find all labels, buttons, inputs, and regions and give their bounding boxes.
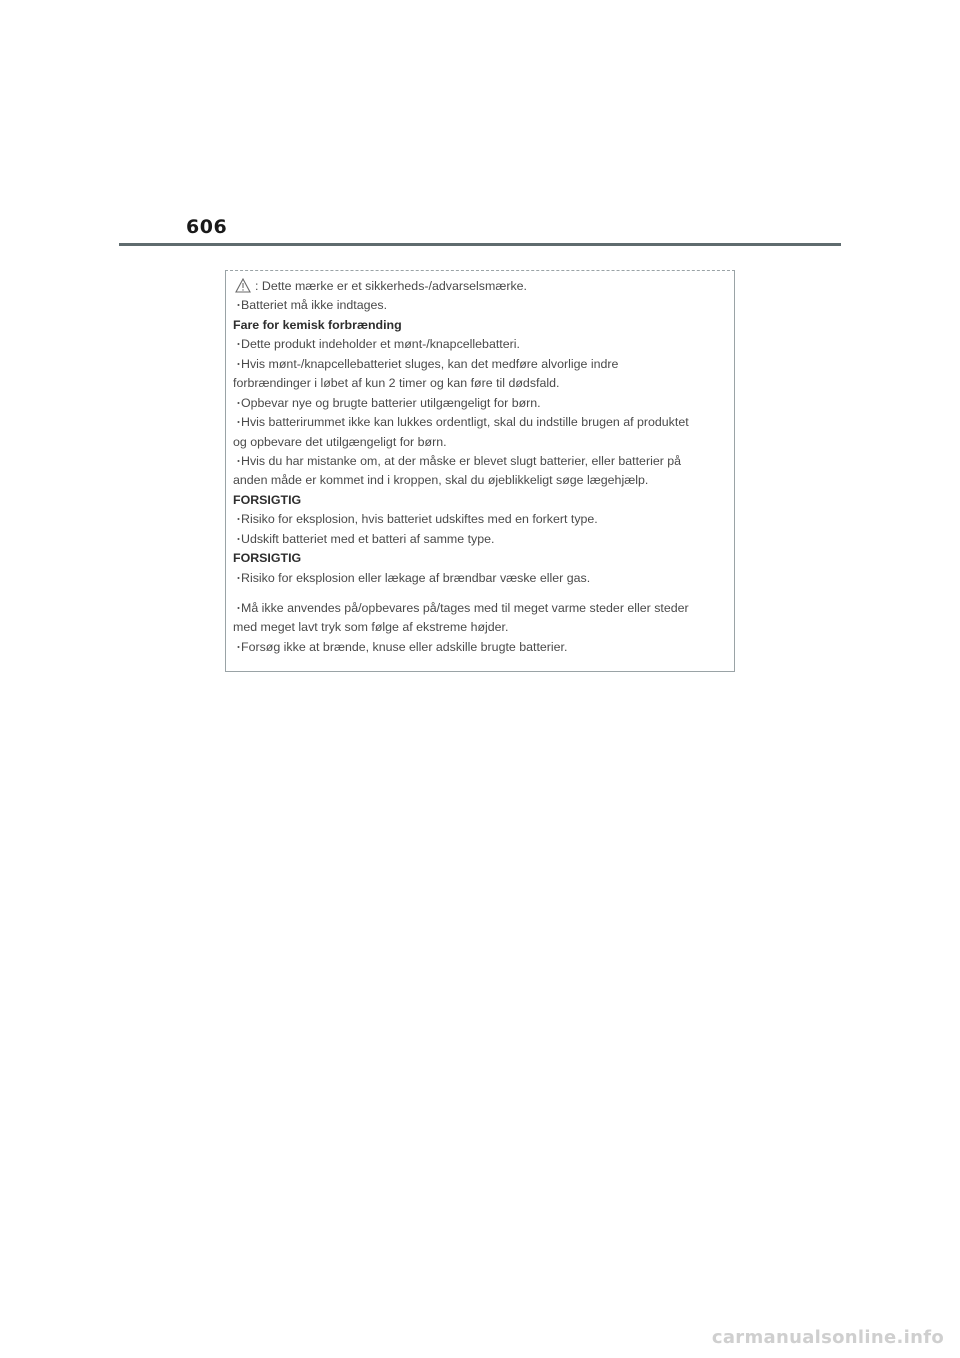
notice-line-text: Fare for kemisk forbrænding [233, 317, 402, 332]
bullet-marker: ・ [233, 572, 244, 585]
battery-warning-box [225, 270, 735, 672]
notice-heading [233, 491, 734, 510]
bullet-marker: ・ [233, 417, 244, 430]
bullet-marker: ・ [233, 339, 244, 352]
bullet-marker: ・ [233, 514, 244, 527]
notice-heading [233, 316, 734, 335]
notice-text-line [233, 374, 734, 393]
notice-bullet-item [233, 296, 734, 315]
notice-bullet-item [233, 530, 734, 549]
watermark: carmanualsonline.info [711, 1327, 944, 1348]
warning-symbol-line [233, 277, 734, 296]
notice-line-text: med meget lavt tryk som følge af ekstreme højder. [233, 620, 509, 635]
notice-line-text: Risiko for eksplosion, hvis batteriet udskiftes med en forkert type. [241, 512, 598, 527]
notice-line-text: anden måde er kommet ind i kroppen, skal du øjeblikkeligt søge lægehjælp. [233, 473, 649, 488]
warning-symbol-text: : Dette mærke er et sikkerheds-/advarselsmærke. [255, 279, 527, 293]
notice-text-line [233, 618, 734, 637]
bullet-marker: ・ [233, 603, 244, 615]
bullet-marker: ・ [233, 641, 244, 654]
notice-line-text: Batteriet må ikke indtages. [241, 298, 388, 313]
notice-bullet-item [233, 413, 734, 432]
bullet-marker: ・ [233, 300, 244, 313]
page-number: 606 [186, 216, 228, 238]
notice-text-line [233, 471, 734, 490]
notice-bullet-item [233, 335, 734, 354]
notice-line-text: Forsøg ikke at brænde, knuse eller adskille brugte batterier. [241, 639, 568, 654]
notice-line-text: Hvis mønt-/knapcellebatteriet sluges, kan det medføre alvorlige indre [241, 356, 619, 371]
notice-line-text: Risiko for eksplosion eller lækage af brændbar væske eller gas. [241, 570, 591, 585]
notice-text-line [233, 433, 734, 452]
notice-bullet-item [233, 394, 734, 413]
notice-bullet-item [233, 510, 734, 529]
notice-bullet-item [233, 355, 734, 374]
notice-line-text: Hvis batterirummet ikke kan lukkes ordentligt, skal du indstille brugen af produktet [241, 415, 689, 430]
notice-bullet-item [233, 638, 734, 657]
notice-line-text: Opbevar nye og brugte batterier utilgængeligt for børn. [241, 395, 541, 410]
notice-line-text: Må ikke anvendes på/opbevares på/tages med til meget varme steder eller steder [241, 601, 689, 615]
bullet-marker: ・ [233, 533, 244, 546]
notice-line-text: forbrændinger i løbet af kun 2 timer og kan føre til dødsfald. [233, 376, 560, 391]
notice-line-text: FORSIGTIG [233, 551, 302, 566]
notice-bullet-item [233, 599, 734, 618]
notice-line-text: Udskift batteriet med et batteri af samme type. [241, 531, 495, 546]
bullet-marker: ・ [233, 358, 244, 371]
notice-heading [233, 549, 734, 568]
notice-bullet-item [233, 569, 734, 588]
notice-line-text: Hvis du har mistanke om, at der måske er blevet slugt batterier, eller batterier på [241, 453, 682, 468]
bullet-marker: ・ [233, 455, 244, 468]
bullet-marker: ・ [233, 397, 244, 410]
header-rule [119, 243, 841, 246]
notice-line-text: Dette produkt indeholder et mønt-/knapcellebatteri. [241, 337, 520, 352]
notice-line-text: og opbevare det utilgængeligt for børn. [233, 434, 447, 449]
notice-lines [233, 296, 734, 657]
notice-line-text: FORSIGTIG [233, 492, 302, 507]
notice-bullet-item [233, 452, 734, 471]
